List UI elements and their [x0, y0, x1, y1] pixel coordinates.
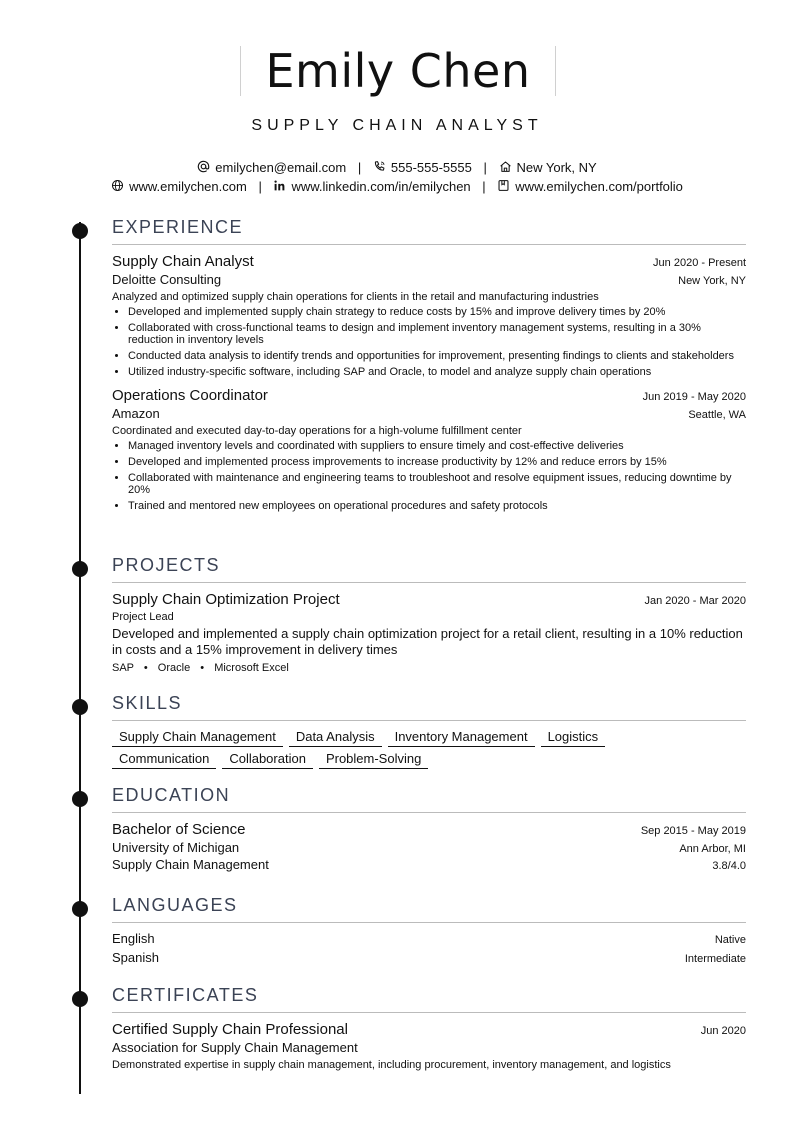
section-title: EXPERIENCE [112, 216, 746, 245]
education-entry [112, 821, 746, 872]
section-title: CERTIFICATES [112, 984, 746, 1013]
education-section [112, 784, 746, 872]
school: University of Michigan [112, 840, 240, 855]
job-title: SUPPLY CHAIN ANALYST [251, 117, 543, 134]
certificate-issuer: Association for Supply Chain Management [112, 1040, 358, 1055]
portfolio-icon [497, 179, 510, 195]
language-name: Spanish [112, 950, 159, 965]
certificates-section [112, 984, 746, 1072]
education-date: Sep 2015 - May 2019 [640, 825, 746, 837]
job-company: Amazon [112, 406, 160, 421]
contact-line-1 [0, 159, 794, 176]
degree: Bachelor of Science [112, 821, 246, 838]
language-name: English [112, 931, 155, 946]
job-date: Jun 2019 - May 2020 [642, 391, 746, 403]
skill-tag: Inventory Management [388, 729, 535, 747]
skill-tag: Supply Chain Management [112, 729, 283, 747]
job-bullets [112, 306, 746, 378]
timeline-line [79, 222, 81, 1094]
certificate-entry [112, 1021, 746, 1072]
skill-tag: Problem-Solving [319, 751, 428, 769]
section-title: EDUCATION [112, 784, 746, 813]
phone-icon [373, 160, 386, 176]
contact-line-2 [0, 178, 794, 195]
timeline-dot-education [72, 791, 88, 807]
section-title: LANGUAGES [112, 894, 746, 923]
job-location: New York, NY [678, 275, 746, 287]
project-date: Jan 2020 - Mar 2020 [644, 595, 746, 607]
candidate-name: Emily Chen [265, 44, 531, 98]
bullet-item: • Conducted data analysis to identify trends and opportunities for improvement, presenting findings to clients and stakeholders [128, 350, 746, 362]
school-location: Ann Arbor, MI [679, 843, 746, 855]
tool-item: Oracle [157, 662, 191, 674]
project-entry [112, 591, 746, 675]
website-link[interactable]: www.emilychen.com [129, 179, 247, 195]
language-level: Intermediate [684, 953, 746, 965]
certificate-description: Demonstrated expertise in supply chain management, including procurement, inventory management, and logistics [112, 1059, 671, 1071]
project-name: Supply Chain Optimization Project [112, 591, 340, 608]
bullet-item: • Developed and implemented process improvements to increase productivity by 12% and reduce errors by 15% [128, 456, 746, 468]
section-title: SKILLS [112, 692, 746, 721]
skill-tag: Communication [112, 751, 216, 769]
tool-separator: • [200, 662, 205, 674]
job-date: Jun 2020 - Present [653, 257, 746, 269]
job-entry [112, 253, 746, 378]
job-summary: Analyzed and optimized supply chain operations for clients in the retail and manufacturing industries [112, 291, 599, 303]
language-list [112, 931, 746, 965]
experience-section [112, 216, 746, 516]
separator: | [482, 179, 486, 195]
timeline-dot-projects [72, 561, 88, 577]
skill-tag: Logistics [541, 729, 606, 747]
language-row [112, 931, 746, 946]
project-role: Project Lead [112, 611, 174, 623]
job-bullets [112, 440, 746, 512]
timeline-dot-skills [72, 699, 88, 715]
languages-section [112, 894, 746, 965]
portfolio-link[interactable]: www.emilychen.com/portfolio [515, 179, 683, 195]
language-level: Native [714, 934, 746, 946]
linkedin-link[interactable]: www.linkedin.com/in/emilychen [291, 179, 471, 195]
skill-tag: Collaboration [222, 751, 313, 769]
certificate-name: Certified Supply Chain Professional [112, 1021, 348, 1038]
job-summary: Coordinated and executed day-to-day operations for a high-volume fulfillment center [112, 425, 522, 437]
job-entry [112, 387, 746, 512]
section-title: PROJECTS [112, 554, 746, 583]
job-role: Supply Chain Analyst [112, 253, 254, 270]
bullet-item: • Trained and mentored new employees on operational procedures and safety protocols [128, 500, 746, 512]
bullet-item: • Collaborated with cross-functional teams to design and implement inventory management systems, resulting in a 30% reduction in inventory levels [128, 322, 746, 346]
globe-icon [111, 179, 124, 195]
skill-tags [112, 729, 746, 773]
name-frame [240, 46, 556, 96]
job-location: Seattle, WA [688, 409, 746, 421]
timeline-dot-certificates [72, 991, 88, 1007]
email-link[interactable]: emilychen@email.com [215, 160, 347, 176]
location-text: New York, NY [516, 160, 597, 176]
job-role: Operations Coordinator [112, 387, 268, 404]
bullet-item: • Managed inventory levels and coordinated with suppliers to ensure timely and cost-effective deliveries [128, 440, 746, 452]
bullet-item: • Developed and implemented supply chain strategy to reduce costs by 15% and improve delivery times by 20% [128, 306, 746, 318]
skill-tag: Data Analysis [289, 729, 382, 747]
gpa: 3.8/4.0 [712, 860, 746, 872]
projects-section [112, 554, 746, 675]
timeline-dot-experience [72, 223, 88, 239]
job-company: Deloitte Consulting [112, 272, 222, 287]
phone-number[interactable]: 555-555-5555 [390, 160, 472, 176]
project-tools [112, 661, 746, 675]
separator: | [483, 160, 487, 176]
tool-separator: • [143, 662, 148, 674]
linkedin-icon [273, 179, 286, 195]
at-icon [197, 160, 210, 176]
skills-section [112, 692, 746, 773]
project-description: Developed and implemented a supply chain optimization project for a retail client, resulting in a 10% reduction in costs and a 15% improvement in delivery times [112, 626, 743, 657]
certificate-date: Jun 2020 [700, 1025, 746, 1037]
separator: | [258, 179, 262, 195]
tool-item: Microsoft Excel [214, 662, 289, 674]
language-row [112, 950, 746, 965]
bullet-item: • Utilized industry-specific software, including SAP and Oracle, to model and analyze supply chain operations [128, 366, 746, 378]
separator: | [357, 160, 362, 176]
tool-item: SAP [112, 662, 134, 674]
field-of-study: Supply Chain Management [112, 857, 269, 872]
home-icon [499, 160, 512, 176]
timeline-dot-languages [72, 901, 88, 917]
bullet-item: • Collaborated with maintenance and engineering teams to troubleshoot and resolve equipment issues, reducing downtime by 20% [128, 472, 746, 496]
